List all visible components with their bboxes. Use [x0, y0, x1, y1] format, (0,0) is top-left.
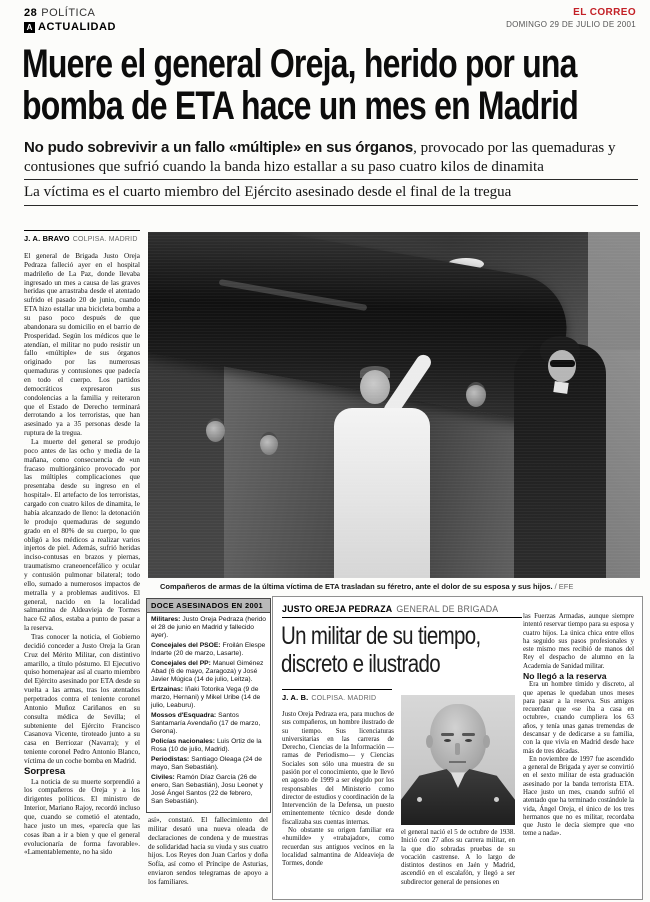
portrait-ear: [426, 735, 433, 748]
bio-headline: [281, 622, 531, 678]
victims-entry: Concejales del PP: Manuel Giménez Abad (6 de mayo, Zaragoza) y José Javier Múgica (14 de julio, Leitza).: [151, 659, 264, 684]
portrait-nose: [455, 743, 460, 755]
photo-credit: / EFE: [554, 582, 574, 591]
lead-paragraph: así», constató. El fallecimiento del militar desató una nueva oleada de declaraciones de condena y de muestras de solidaridad hacia su viuda y sus cuatro hijos. Los Reyes don Juan Carlos y doña Sofía, así como el Príncipe de Asturias, enviaron sendos telegramas de apoyo a los familiares.: [148, 816, 268, 887]
victims-entry: Concejales del PSOE: Froilán Elespe Indarte (20 de marzo, Lasarte).: [151, 642, 266, 658]
headline-line-1: Muere el general Oreja, herido por una: [22, 42, 577, 86]
portrait-ear: [483, 735, 490, 748]
bio-kicker-name: JUSTO OREJA PEDRAZA: [282, 604, 393, 614]
bio-article-box: [272, 596, 643, 900]
lead-photo: [148, 232, 640, 578]
masthead-section-block: [24, 7, 116, 33]
bio-paragraph: el general nació el 5 de octubre de 1938. Inició con 27 años su carrera militar, en la que dio sobradas pruebas de su vocación castrense. A lo largo de distintos destinos en Jaén y Madrid, ascendió en el escalafón, y llegó a ser subdirector general de pensiones en: [401, 829, 515, 886]
bio-byline: [282, 689, 392, 702]
portrait-eye: [444, 739, 451, 742]
bio-column-1: [282, 711, 394, 892]
victims-box-title: DOCE ASESINADOS EN 2001: [147, 599, 270, 613]
victims-entry: Mossos d'Esquadra: Santos Santamaría Avendaño (17 de marzo, Gerona).: [151, 711, 261, 736]
bio-paragraph: las Fuerzas Armadas, aunque siempre intentó reservar tiempo para su esposa y cuatro hijos. La única chica entre ellos ha seguido sus pasos profesionales y este mismo mes recibió de manos del Rey el despacho de alumno en la Academia de Sanidad militar.: [523, 613, 634, 670]
lead-headline: [22, 44, 638, 127]
bio-column-3: [523, 613, 634, 892]
victims-box: [146, 598, 271, 813]
standfirst-bold: No pudo sobrevivir a un fallo «múltiple» en sus órganos: [24, 139, 414, 156]
bio-column-2: [401, 829, 515, 891]
bio-kicker-role: GENERAL DE BRIGADA: [396, 604, 499, 614]
lead-paragraph: La muerte del general se produjo poco antes de las ocho y media de la mañana, como consecuencia de «un fracaso multiorgánico provocado por las múltiples complicaciones que presentaba desde su ingreso en el hospital». El artefacto de los terroristas, cargado con cuatro kilos de dinamita, le había alcanzado de lleno: la detonación le produjo quemaduras de segundo grado en el 80% de su cuerpo, lo que obligó a los médicos a realizar varios injertos de piel. Además, sufrió heridas inciso-contusas en brazos y piernas, traumatismo craneoencefálico y ocular y contusión pulmonar bilateral; todo ello, sumado a numerosos impactos de metralla y a problemas auditivos. El general, nacido en la localidad salmantina de Aldeavieja de Tormes hace 62 años, estaba a punto de pasar a la reserva.: [24, 438, 140, 633]
masthead: [24, 7, 636, 33]
general-portrait-photo: [401, 695, 515, 825]
lead-standfirst: [24, 139, 638, 177]
headline-line-2: bomba de ETA hace un mes en Madrid: [22, 83, 579, 128]
lead-deck: La víctima es el cuarto miembro del Ejército asesinado desde el final de la tregua: [24, 184, 512, 200]
edition-date: DOMINGO 29 DE JULIO DE 2001: [506, 19, 636, 29]
bio-headline-line-2: discreto e ilustrado: [281, 650, 440, 678]
bio-kicker: [282, 604, 522, 618]
byline-author: J. A. B.: [282, 693, 309, 702]
byline-agency: COLPISA. MADRID: [311, 695, 377, 702]
page-number-and-section: [24, 7, 116, 19]
bio-paragraph: Era un hombre tímido y discreto, al que apenas le quedaban unos meses para pasar a la reserva. Sus amigos recuerdan que «se iba a casa en octubre», cuando cumpliera los 63 años, y tenía unas ganas tremendas de descansar y de dedicarse a su familia, con la que vivía en Madrid desde hace más de tres décadas.: [523, 681, 634, 755]
bio-paragraph: En noviembre de 1997 fue ascendido a general de Brigada y ayer se convirtió en el sexto militar de esta graduación asesinado por la banda terrorista ETA. Hace justo un mes, cuando sufrió el atentado que ha terminado costándole la vida, Ángel Oreja, el único de los tres hermanos que no es militar, recordaba que Justo le decía siempre que «no teme a nada».: [523, 755, 634, 838]
victims-entry: Militares: Justo Oreja Pedraza (herido el 28 de junio en Madrid y fallecido ayer).: [151, 616, 266, 640]
portrait-eye: [465, 739, 472, 742]
lead-paragraph: Tras conocer la noticia, el Gobierno decidió conceder a Justo Oreja la Gran Cruz del Mérito Militar, con distintivo amarillo, a título póstumo. El Ejecutivo quiso homenajear así al cuarto miembro del Ejército asesinado por ETA desde su vuelta a las armas, tras los atentados perpetrados contra el teniente coronel Antonio Muñoz Cariñanos en su consulta médica de Sevilla; el subteniente del Ejército Francisco Casanova Vicente, tiroteado junto a su casa en Berriozar (Navarra); y el teniente coronel Pedro Antonio Blanco, víctima de un coche bomba en Madrid.: [24, 632, 140, 765]
section-logo-icon: A: [24, 22, 35, 33]
bio-paragraph: No obstante su origen familiar era «humilde» y «trabajador», como recuerdan sus antiguos vecinos en la localidad salmantina de Aldeavieja de Tormes, donde: [282, 826, 394, 868]
victims-entry: Civiles: Ramón Díaz García (26 de enero, San Sebastián), Josu Leonet y José Ángel Santos (22 de febrero, San Sebastián).: [151, 773, 263, 806]
byline-author: J. A. BRAVO: [24, 234, 70, 243]
standfirst-rest: , provocado por las quemaduras y contusiones que sufrió cuando la banda hizo estallar a su paso cuatro kilos de dinamita: [24, 140, 616, 175]
bio-paragraph: Justo Oreja Pedraza era, para muchos de sus compañeros, un hombre ilustrado de su tiempo. Sus licenciaturas universitarias en las carreras de Derecho, Ciencias de la Información —ramas de Periodismo— y Ciencias Sociales son sólo una muestra de su pasión por el conocimiento, que le llevó en agosto de 1999 a ser elegido por los responsables del Ministerio como director de estudios y coordinación de la Intervención de la Defensa, un puesto eminentemente técnico desde donde fiscalizaba sus cuentas internas.: [282, 711, 394, 826]
portrait-eyebrow: [462, 733, 475, 736]
lead-byline: [24, 230, 140, 243]
subsection-row: [24, 21, 116, 33]
divider: [24, 205, 638, 206]
victims-entry: Policías nacionales: Luis Ortiz de la Rosa (10 de julio, Madrid).: [151, 737, 262, 754]
page-number: 28: [24, 7, 38, 19]
lead-paragraph: El general de Brigada Justo Oreja Pedraza falleció ayer en el hospital madrileño de La Paz, donde llevaba ingresado un mes a causa de las graves heridas que arrastraba desde el atentado sufrido el pasado 20 de junio, cuando ETA hizo estallar una bicicleta bomba a su paso poco después de que abandonara su domicilio en el barrio de Prosperidad. Según los médicos que le atendían, el militar no pudo resistir un fallo «múltiple» de sus órganos originado por las numerosas quemaduras y contusiones que padecía en todo el cuerpo. Los partidos democráticos expresaron sus condolencias a la familia y reiteraron que el Estado de Derecho terminará derrotando a los terroristas, que han asesinado ya a 35 personas desde la ruptura de la tregua.: [24, 252, 140, 438]
victims-entry: Periodistas: Santiago Oleaga (24 de mayo, San Sebastián).: [151, 755, 262, 771]
portrait-eyebrow: [441, 733, 454, 736]
lead-article-column-2: [148, 816, 268, 902]
portrait-mouth: [449, 761, 466, 763]
photo-caption: Compañeros de armas de la última víctima de ETA trasladan su féretro, ante el dolor de su esposa y sus hijos. / EFE: [160, 582, 574, 591]
uniform-insignia: [494, 797, 499, 802]
subsection-label: ACTUALIDAD: [38, 21, 117, 33]
lead-crosshead: Sorpresa: [24, 765, 66, 777]
newspaper-name: EL CORREO: [573, 7, 636, 18]
bio-headline-line-1: Un militar de su tiempo,: [281, 622, 481, 650]
lead-paragraph: La noticia de su muerte sorprendió a los compañeros de Oreja y a los dirigentes políticos. El ministro de Interior, Mariano Rajoy, recordó incluso que, cuando se cometió el atentado, hace justo un mes, «parecía que las cosas iban a ir a bien y que el general evolucionaría de forma favorable». «Lamentablemente, no ha sido: [24, 777, 140, 857]
victims-box-body: [147, 613, 270, 811]
section-label: POLÍTICA: [41, 7, 96, 19]
photo-grain-overlay: [148, 232, 640, 578]
divider: [24, 179, 638, 180]
uniform-insignia: [417, 797, 422, 802]
bio-crosshead: No llegó a la reserva: [523, 670, 607, 681]
lead-article-column-1: [24, 252, 140, 902]
victims-entry: Ertzainas: Iñaki Totorika Vega (9 de marzo, Hernani) y Mikel Uribe (14 de julio, Leaburu).: [151, 685, 261, 710]
byline-agency: COLPISA. MADRID: [72, 236, 138, 243]
masthead-paper-block: [506, 7, 636, 30]
